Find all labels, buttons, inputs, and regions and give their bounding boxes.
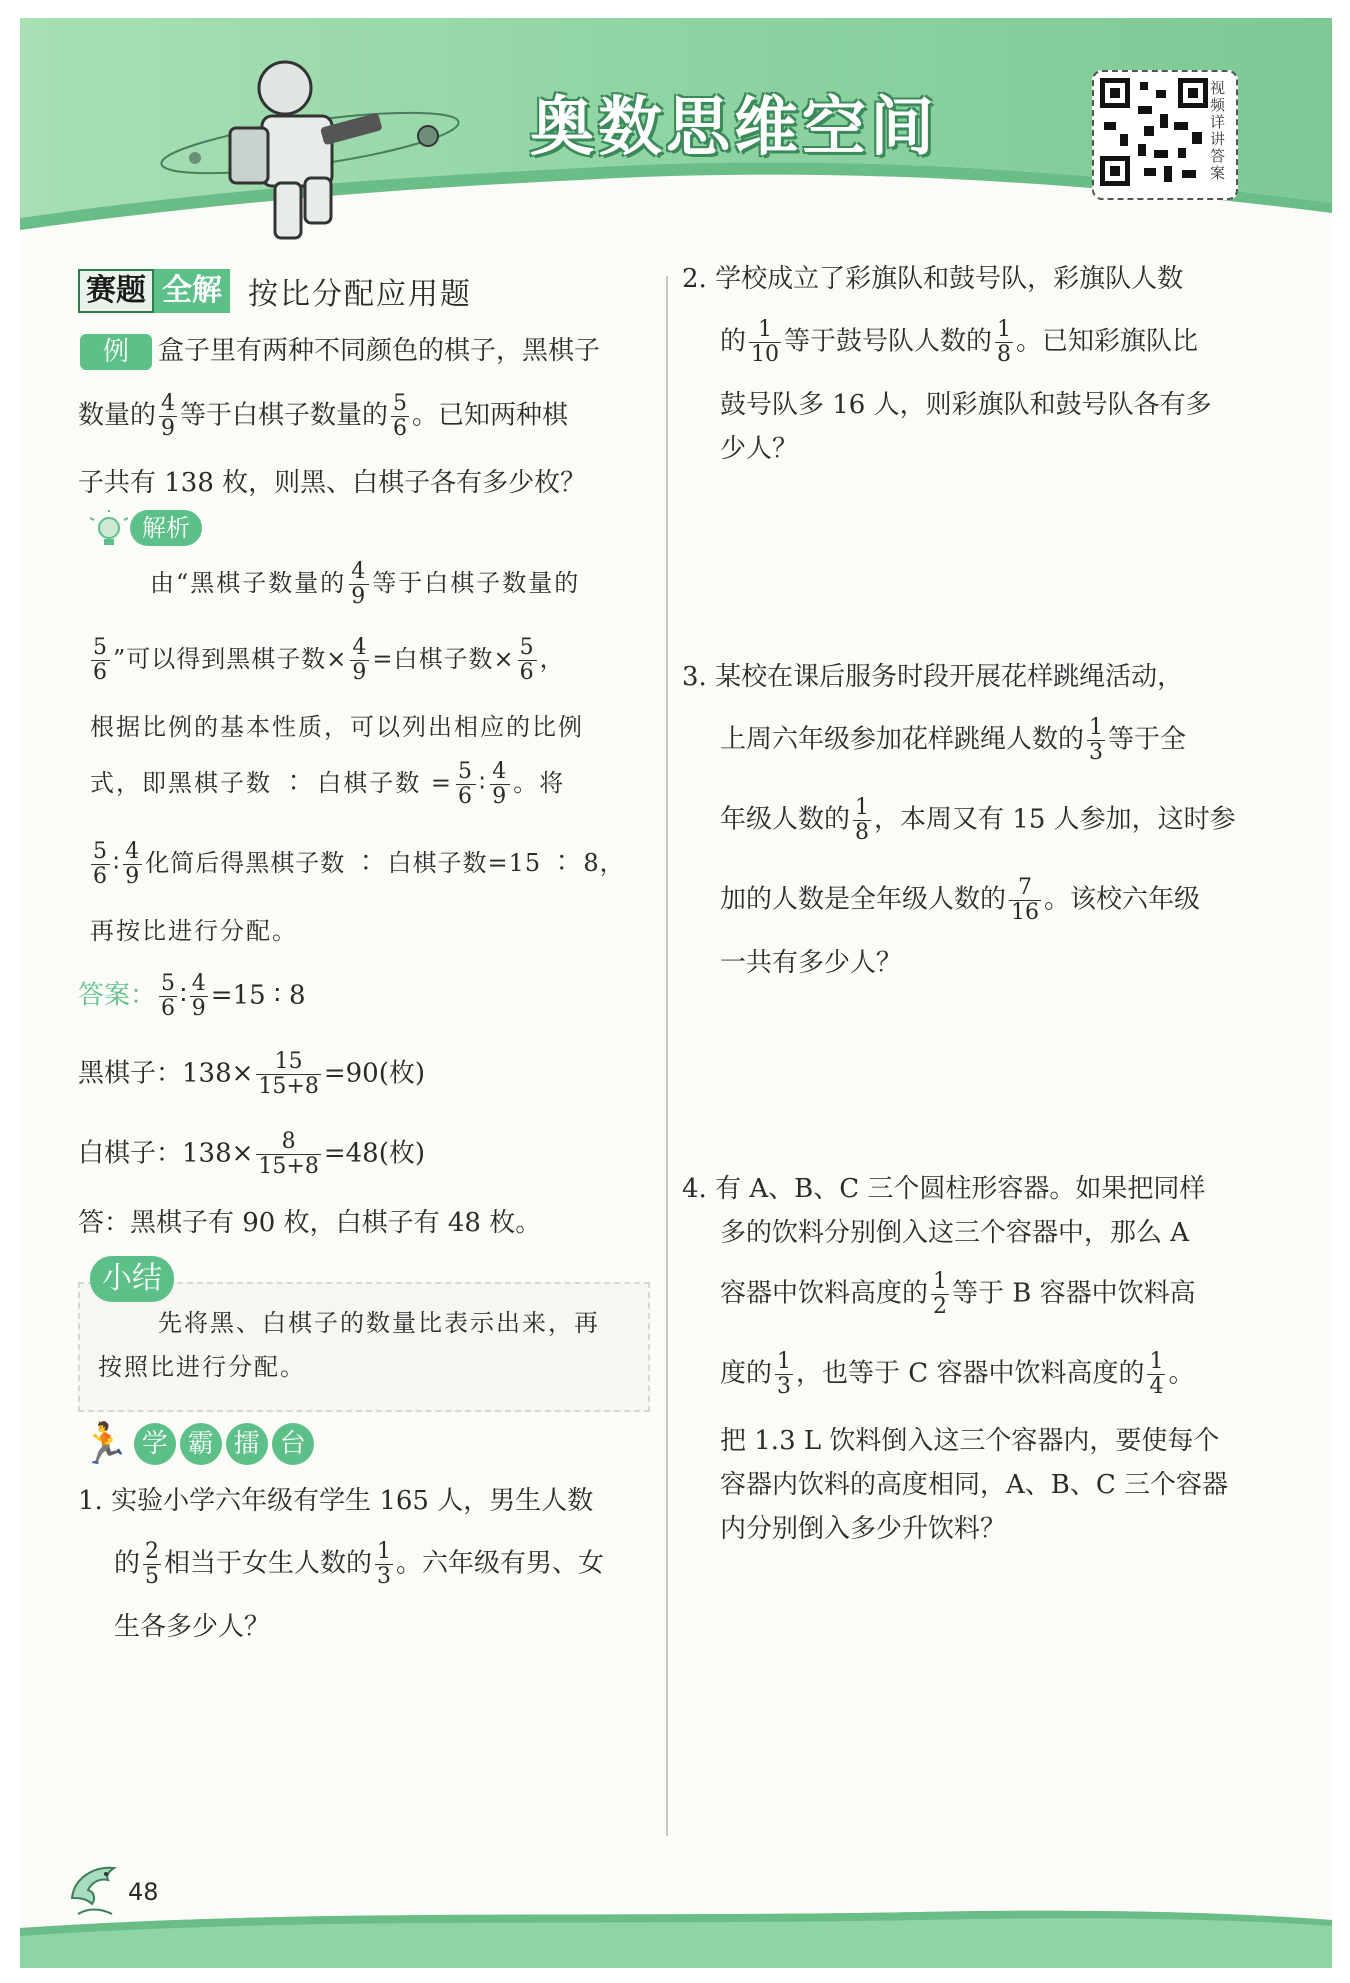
answer-white: 白棋子：138× $\frac{8}{15+8}$ =48(枚) (78, 1129, 426, 1179)
summary-line-1: 先将黑、白棋子的数量比表示出来，再 (158, 1309, 600, 1337)
section-heading (78, 268, 472, 314)
practice-label-char: 擂 (226, 1423, 268, 1465)
q3-line-2: 上周六年级参加花样跳绳人数的 $\frac{1}{3}$ 等于全 (720, 715, 1187, 765)
runner-icon: 🏃 (80, 1421, 130, 1467)
answer-label: 答案： (78, 980, 157, 1011)
footer-wave (20, 1898, 1332, 1968)
analysis-line-4: 式，即黑棋子数 ∶ 白棋子数 = $\frac{5}{6}$ ∶ $\frac{4}{9}$ 。将 (90, 759, 566, 809)
qr-code-icon (1100, 78, 1212, 190)
analysis-line-5: $\frac{5}{6}$ ∶ $\frac{4}{9}$ 化简后得黑棋子数 ∶ 白棋子数=15 ∶ 8， (93, 839, 625, 889)
q1-line-2: 的 $\frac{2}{5}$ 相当于女生人数的 $\frac{1}{3}$ 。六年级有男、女 (114, 1539, 605, 1589)
answer-black: 黑棋子：138× $\frac{15}{15+8}$ =90(枚) (78, 1049, 426, 1099)
example-label: 例 (80, 334, 152, 370)
analysis-line-3: 根据比例的基本性质，可以列出相应的比例 (90, 713, 584, 741)
q4-line-1: 4. 有 A、B、C 三个圆柱形容器。如果把同样 (682, 1174, 1206, 1204)
q2-line-3: 鼓号队多 16 人，则彩旗队和鼓号队各有多 (720, 390, 1212, 420)
example-line-2: 数量的 $\frac{4}{9}$ 等于白棋子数量的 $\frac{5}{6}$ 。已知两种棋 (78, 391, 569, 441)
q4-line-5: 把 1.3 L 饮料倒入这三个容器内，要使每个 (720, 1426, 1220, 1456)
example-line-3: 子共有 138 枚，则黑、白棋子各有多少枚？ (78, 468, 587, 498)
answer-final: 答：黑棋子有 90 枚，白棋子有 48 枚。 (78, 1208, 542, 1238)
analysis-line-6: 再按比进行分配。 (90, 917, 298, 945)
q1-line-1: 1. 实验小学六年级有学生 165 人，男生人数 (78, 1486, 594, 1516)
q3-line-1: 3. 某校在课后服务时段开展花样跳绳活动， (682, 662, 1184, 692)
analysis-line-1: 由“黑棋子数量的 $\frac{4}{9}$ 等于白棋子数量的 (150, 559, 581, 609)
q4-line-2: 多的饮料分别倒入这三个容器中，那么 A (720, 1218, 1190, 1248)
section-tag-dark: 赛题 (78, 269, 154, 313)
summary-line-2: 按照比进行分配。 (98, 1353, 306, 1381)
q2-line-4: 少人？ (720, 434, 799, 464)
q2-line-2: 的 $\frac{1}{10}$ 等于鼓号队人数的 $\frac{1}{8}$ 。已知彩旗队比 (720, 317, 1199, 367)
q4-line-4: 度的 $\frac{1}{3}$ ，也等于 C 容器中饮料高度的 $\frac{1}{4}$ 。 (720, 1349, 1195, 1399)
section-title: 按比分配应用题 (248, 277, 472, 312)
q1-line-3: 生各多少人？ (114, 1612, 271, 1642)
example-line-1: 盒子里有两种不同颜色的棋子，黑棋子 (158, 336, 601, 366)
summary-label: 小结 (90, 1256, 174, 1302)
q3-line-5: 一共有多少人？ (720, 948, 903, 978)
q4-line-7: 内分别倒入多少升饮料？ (720, 1514, 1007, 1544)
page-number: 48 (128, 1878, 159, 1906)
column-divider (666, 276, 668, 1836)
practice-label-char: 学 (134, 1423, 176, 1465)
analysis-line-2: $\frac{5}{6}$ ”可以得到黑棋子数× $\frac{4}{9}$ =白棋子数× $\frac{5}{6}$ ， (93, 635, 565, 685)
summary-box (78, 1282, 650, 1412)
page-title: 奥数思维空间 (530, 91, 938, 165)
qr-caption: 视频详讲答案 (1210, 79, 1226, 182)
q3-line-3: 年级人数的 $\frac{1}{8}$ ，本周又有 15 人参加，这时参 (720, 795, 1236, 845)
q4-line-3: 容器中饮料高度的 $\frac{1}{2}$ 等于 B 容器中饮料高 (720, 1269, 1196, 1319)
q4-line-6: 容器内饮料的高度相同，A、B、C 三个容器 (720, 1470, 1229, 1500)
practice-label (80, 1420, 318, 1467)
dolphin-icon (64, 1858, 126, 1922)
q2-line-1: 2. 学校成立了彩旗队和鼓号队，彩旗队人数 (682, 264, 1184, 294)
practice-label-char: 霸 (180, 1423, 222, 1465)
section-tag-green: 全解 (154, 269, 230, 313)
practice-label-char: 台 (272, 1423, 314, 1465)
analysis-label: 解析 (130, 510, 202, 546)
answer-ratio: 答案： $\frac{5}{6}$ ∶ $\frac{4}{9}$ =15 ∶ 8 (78, 971, 306, 1021)
lightbulb-icon (90, 510, 128, 550)
q3-line-4: 加的人数是全年级人数的 $\frac{7}{16}$ 。该校六年级 (720, 875, 1201, 925)
